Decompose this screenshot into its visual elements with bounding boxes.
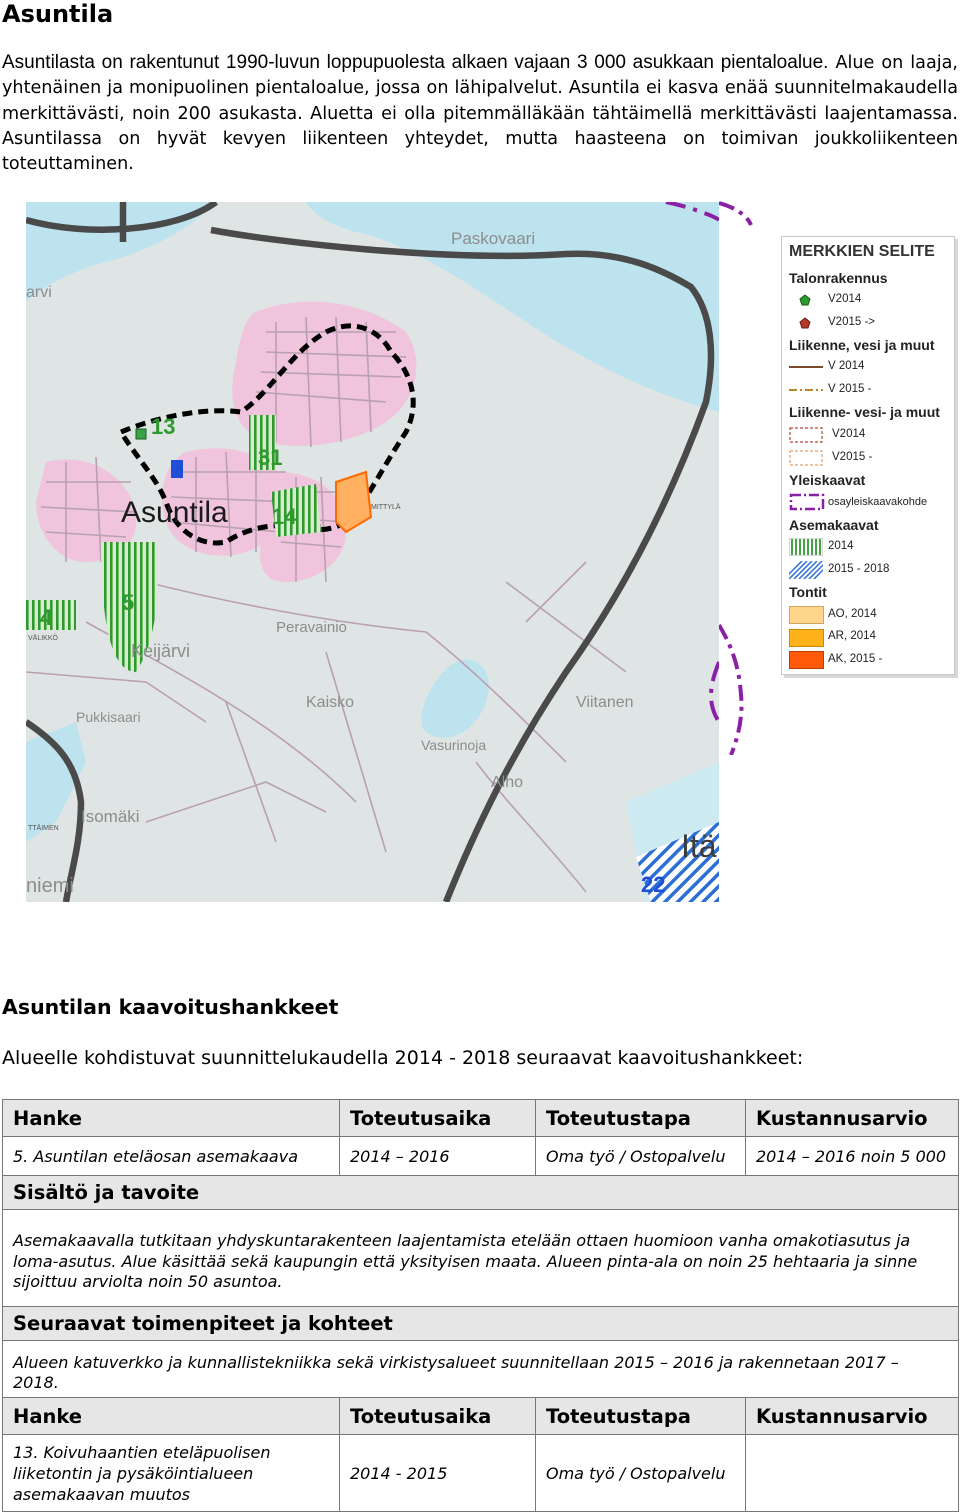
plan-number-31: 31 <box>258 445 283 470</box>
legend-item-talo-v2015: V2015 -> <box>828 316 875 328</box>
plan-number-14: 14 <box>272 504 297 529</box>
legend-item-asema-2015: 2015 - 2018 <box>828 563 890 575</box>
box-dashed-red-icon <box>789 427 823 443</box>
content-heading: Sisältö ja tavoite <box>3 1176 959 1210</box>
box-purple-dashed-icon <box>789 493 825 511</box>
header2-hanke: Hanke <box>3 1398 340 1435</box>
pentagon-red-icon <box>799 317 811 329</box>
cell2-toteutusaika: 2014 - 2015 <box>340 1435 536 1512</box>
map-image <box>26 202 719 902</box>
content-heading-row <box>3 1176 959 1210</box>
intro-rest: Alue on laaja, yhtenäinen ja monipuolinen pientaloalue, jossa on lähipalvelut. Asuntila ei kasva enää suunnitelmakaudella merkittävästi, noin 200 asukasta. Aluetta ei olla pitemmälläkään tähtäimellä merkittävästi laajentamassa. Asuntilassa on hyvät kevyen liikenteen yhteydet, mutta haasteena on toimivan joukkoliikenteen toteuttaminen. <box>2 53 959 175</box>
plan-number-22: 22 <box>641 872 666 897</box>
next-heading: Seuraavat toimenpiteet ja kohteet <box>3 1307 959 1341</box>
swatch-ak <box>789 651 824 669</box>
legend-item-lvm-v2015: V2015 - <box>832 451 873 463</box>
pentagon-green-icon <box>799 294 811 306</box>
legend-item-liik-v2014: V 2014 <box>828 360 865 372</box>
cell-toteutustapa: Oma työ / Ostopalvelu <box>536 1137 746 1176</box>
vertical-stripe-icon <box>789 538 823 556</box>
table-header-row-2 <box>3 1398 959 1435</box>
map-label-peravainio: Peravainio <box>276 619 347 636</box>
map-legend <box>781 236 955 675</box>
plan-number-4: 4 <box>40 605 53 630</box>
section-intro: Alueelle kohdistuvat suunnittelukaudella 2014 - 2018 seuraavat kaavoitushankkeet: <box>2 1047 804 1069</box>
map-label-isomaki: Isomäki <box>81 807 140 826</box>
box-dashed-orange-icon <box>789 450 823 466</box>
content-text: Asemakaavalla tutkitaan yhdyskuntarakenteen laajentamista etelään ottaen huomioon vanha omakotiasutus ja loma-asutus. Alue käsittää sekä kaupungin että yksityisen maata. Alueen pinta-ala on noin 25 hehtaaria ja sinne sijoittuu arviolta noin 50 asuntoa. <box>3 1210 959 1307</box>
legend-item-talo-v2014: V2014 <box>828 293 862 305</box>
header-kustannusarvio: Kustannusarvio <box>746 1100 959 1137</box>
legend-item-tontti-ar: AR, 2014 <box>828 630 876 642</box>
cell-toteutusaika: 2014 – 2016 <box>340 1137 536 1176</box>
intro-line-1: Asuntilasta on rakentunut 1990-luvun loppupuolesta alkaen vajaan 3 000 asukkaan pientaloalue. <box>2 52 829 73</box>
map-label-ittaisen: TTÄIMEN <box>28 825 59 832</box>
swatch-ar <box>789 629 824 647</box>
map-label-niemi: niemi <box>26 875 74 897</box>
next-heading-row <box>3 1307 959 1341</box>
legend-section-yleiskaavat: Yleiskaavat <box>789 472 866 488</box>
legend-item-yleis: osayleiskaavakohde <box>828 496 928 508</box>
next-text: Alueen katuverkko ja kunnallistekniikka sekä virkistysalueet suunnitellaan 2015 – 2016 ja rakennetaan 2017 – 2018. <box>3 1341 959 1398</box>
plan-number-5: 5 <box>122 590 135 615</box>
map-label-valika: VÄLIKKÖ <box>28 635 58 642</box>
map-label-asuntila: Asuntila <box>121 496 228 529</box>
header2-toteutusaika: Toteutusaika <box>340 1398 536 1435</box>
content-text-row <box>3 1210 959 1307</box>
legend-section-tontit: Tontit <box>789 584 827 600</box>
legend-section-liikenne1: Liikenne, vesi ja muut <box>789 337 935 353</box>
header2-toteutustapa: Toteutustapa <box>536 1398 746 1435</box>
cell2-kustannusarvio <box>746 1435 959 1512</box>
legend-section-talonrakennus: Talonrakennus <box>789 270 888 286</box>
map-label-pukkisaari: Pukkisaari <box>76 709 141 725</box>
intro-paragraph <box>2 50 958 177</box>
line-dashdot-icon <box>789 388 823 392</box>
header-hanke: Hanke <box>3 1100 340 1137</box>
map-label-mittyla: MITTYLÄ <box>371 504 401 511</box>
legend-title: MERKKIEN SELITE <box>789 243 935 260</box>
legend-item-lvm-v2014: V2014 <box>832 428 866 440</box>
plan-number-13: 13 <box>151 414 176 439</box>
map-label-kaisko: Kaisko <box>306 694 355 711</box>
map-label-keijarvi: Keijärvi <box>131 641 191 661</box>
legend-item-tontti-ao: AO, 2014 <box>828 608 877 620</box>
page-title: Asuntila <box>2 0 114 28</box>
map-label-arvi: arvi <box>26 284 52 301</box>
table-row <box>3 1137 959 1176</box>
legend-item-liik-v2015: V 2015 - <box>828 383 872 395</box>
master-plan-edge-lines <box>719 195 779 755</box>
header-toteutusaika: Toteutusaika <box>340 1100 536 1137</box>
map-label-paskovaari: Paskovaari <box>451 229 536 248</box>
map-label-ita: Itä <box>681 828 717 864</box>
map-label-viitanen: Viitanen <box>576 694 634 711</box>
legend-item-tontti-ak: AK, 2015 - <box>828 653 883 665</box>
section-heading: Asuntilan kaavoitushankkeet <box>2 995 339 1019</box>
next-text-row <box>3 1341 959 1398</box>
legend-section-asemakaavat: Asemakaavat <box>789 517 879 533</box>
header2-kustannusarvio: Kustannusarvio <box>746 1398 959 1435</box>
cell-hanke: 5. Asuntilan eteläosan asemakaava <box>3 1137 340 1176</box>
diagonal-stripe-icon <box>789 561 823 579</box>
header-toteutustapa: Toteutustapa <box>536 1100 746 1137</box>
swatch-ao <box>789 606 824 624</box>
projects-table <box>2 1099 959 1512</box>
cell2-hanke: 13. Koivuhaantien eteläpuolisen liiketontin ja pysäköintialueen asemakaavan muutos <box>3 1435 340 1512</box>
map-label-alho: Alho <box>491 774 524 791</box>
table-header-row <box>3 1100 959 1137</box>
legend-item-asema-2014: 2014 <box>828 540 854 552</box>
line-solid-icon <box>789 365 823 369</box>
map-svg <box>26 202 719 902</box>
cell2-toteutustapa: Oma työ / Ostopalvelu <box>536 1435 746 1512</box>
map-label-vasuri: Vasurinoja <box>421 737 487 753</box>
table-row <box>3 1435 959 1512</box>
cell-kustannusarvio: 2014 – 2016 noin 5 000 <box>746 1137 959 1176</box>
legend-section-liikenne2: Liikenne- vesi- ja muut <box>789 404 940 420</box>
